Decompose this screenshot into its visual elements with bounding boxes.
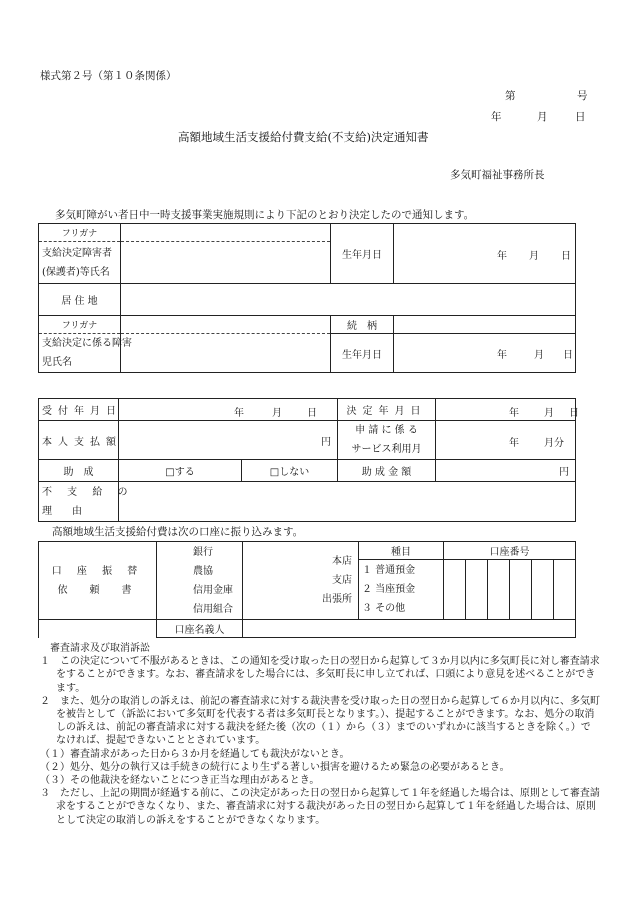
note-2-item-1: （１）審査請求があった日から３か月を経過しても裁決がないとき。 <box>40 748 350 760</box>
account-holder-field[interactable] <box>243 620 576 638</box>
decision-year: 年 <box>509 407 519 419</box>
account-digit-5[interactable] <box>532 560 554 620</box>
appeal-notes <box>40 642 600 827</box>
birth-field[interactable] <box>394 224 576 284</box>
received-month: 月 <box>272 407 282 419</box>
child-birth-label: 生年月日 <box>331 334 394 373</box>
child-furigana-field[interactable] <box>121 316 331 334</box>
self-pay-label: 本人支払額 <box>39 421 119 460</box>
decision-date-label: 決定年月日 <box>338 399 436 421</box>
intro-text: 多気町障がい者日中一時支援事業実施規則により下記のとおり決定したので通知します。 <box>55 209 475 221</box>
received-date-field[interactable] <box>119 399 338 421</box>
self-pay-yen: 円 <box>321 436 331 448</box>
doc-date-year: 年 <box>491 111 502 123</box>
doc-date-month: 月 <box>537 111 548 123</box>
note-2: ２ また、処分の取消しの訴えは、前記の審査請求に対する裁決書を受け取った日の翌日から起算して６か月以内に、多気町を被告として（訴訟において多気町を代表する者は多気町長となります。）、提起することができます。なお、処分の取消しの訴えは、前記の審査請求に対する裁決を経た後（次の（１）から（３）までのいずれかに該当するときを除く。）でなければ、提起できないこととされています。 <box>40 695 600 747</box>
child-birth-month: 月 <box>534 350 544 361</box>
subsidy-yen: 円 <box>559 467 569 478</box>
service-month: 月分 <box>544 438 564 449</box>
relation-label: 続 柄 <box>331 316 394 334</box>
applicant-name-field[interactable] <box>121 242 331 284</box>
decision-table <box>38 398 579 522</box>
branch-type-options[interactable]: 本店 支店 出張所 <box>243 542 359 620</box>
service-month-field[interactable] <box>436 421 576 460</box>
reject-reason-label: 不 支 給 の 理 由 <box>39 482 119 522</box>
transfer-note: 高額地域生活支援給付費は次の口座に振り込みます。 <box>52 526 304 538</box>
doc-number-suffix: 号 <box>577 90 588 102</box>
service-month-label: 申 請 に 係 る サービス利用月 <box>338 421 436 460</box>
note-2-item-3: （３）その他裁決を経ないことにつき正当な理由があるとき。 <box>40 775 320 787</box>
birth-month: 月 <box>529 250 539 262</box>
furigana-label: フリガナ <box>39 224 121 242</box>
holder-spacer <box>39 620 157 638</box>
account-digit-6[interactable] <box>554 560 576 620</box>
child-name-label: 支給決定に係る障害 児氏名 <box>39 334 121 373</box>
relation-field[interactable] <box>394 316 576 334</box>
applicant-table <box>38 223 576 373</box>
applicant-name-label: 支給決定障害者 (保護者)等氏名 <box>39 242 121 284</box>
note-1: １ この決定について不服があるときは、この通知を受け取った日の翌日から起算して３か月以内に多気町長に対し審査請求をすることができます。なお、審査請求をした場合には、多気町長に申し立てれば、口頭により意見を述べることができます。 <box>40 656 600 694</box>
subsidy-yes-checkbox[interactable]: □する <box>119 460 242 482</box>
reject-reason-field[interactable] <box>119 482 576 522</box>
birth-label: 生年月日 <box>331 224 394 284</box>
issuer: 多気町福祉事務所長 <box>450 169 545 181</box>
furigana-field[interactable] <box>121 224 331 242</box>
document-title: 高額地域生活支援給付費支給(不支給)決定通知書 <box>178 130 429 144</box>
account-number-label: 口座番号 <box>444 542 576 560</box>
child-name-field[interactable] <box>121 334 331 373</box>
account-kind-label: 種目 <box>359 542 444 560</box>
form-number: 様式第２号（第１０条関係） <box>40 70 177 82</box>
child-birth-day: 日 <box>563 350 573 361</box>
received-year: 年 <box>234 407 244 419</box>
decision-date-field[interactable] <box>436 399 579 421</box>
subsidy-no-checkbox[interactable]: □しない <box>242 460 338 482</box>
birth-year: 年 <box>497 250 507 262</box>
bank-type-options[interactable]: 銀行 農協 信用金庫 信用組合 <box>157 542 243 620</box>
subsidy-amount-field[interactable] <box>436 460 576 482</box>
birth-day: 日 <box>561 250 571 262</box>
notes-heading: 審査請求及び取消訴訟 <box>50 643 150 654</box>
bank-transfer-table <box>38 541 576 638</box>
child-birth-year: 年 <box>497 350 507 361</box>
child-birth-field[interactable] <box>394 334 576 373</box>
address-label: 居 住 地 <box>39 284 121 316</box>
received-date-label: 受付年月日 <box>39 399 119 421</box>
doc-date-day: 日 <box>575 111 586 123</box>
account-digit-3[interactable] <box>488 560 510 620</box>
service-year: 年 <box>509 438 519 449</box>
address-field[interactable] <box>121 284 576 316</box>
decision-month: 月 <box>544 407 554 419</box>
decision-day: 日 <box>569 407 579 419</box>
account-digit-2[interactable] <box>466 560 488 620</box>
received-day: 日 <box>307 407 317 419</box>
account-kind-options[interactable]: １ 普通預金 ２ 当座預金 ３ その他 <box>359 560 444 620</box>
account-digit-1[interactable] <box>444 560 466 620</box>
note-3: ３ ただし、上記の期間が経過する前に、この決定があった日の翌日から起算して１年を経過した場合は、原則として審査請求をすることができなくなり、また、審査請求に対する裁決があった日の翌日から起算して１年を経過した場合は、原則として決定の取消しの訴えをすることができなくなります。 <box>40 788 600 826</box>
note-2-item-2: （２）処分、処分の執行又は手続きの続行により生ずる著しい損害を避けるため緊急の必要があるとき。 <box>40 761 510 773</box>
account-holder-label: 口座名義人 <box>157 620 243 638</box>
subsidy-amount-label: 助 成 金 額 <box>338 460 436 482</box>
transfer-request-label: 口 座 振 替 依 頼 書 <box>39 542 157 620</box>
subsidy-label: 助 成 <box>39 460 119 482</box>
self-pay-field[interactable] <box>119 421 338 460</box>
account-digit-4[interactable] <box>510 560 532 620</box>
doc-number-prefix: 第 <box>505 90 516 102</box>
child-furigana-label: フリガナ <box>39 316 121 334</box>
